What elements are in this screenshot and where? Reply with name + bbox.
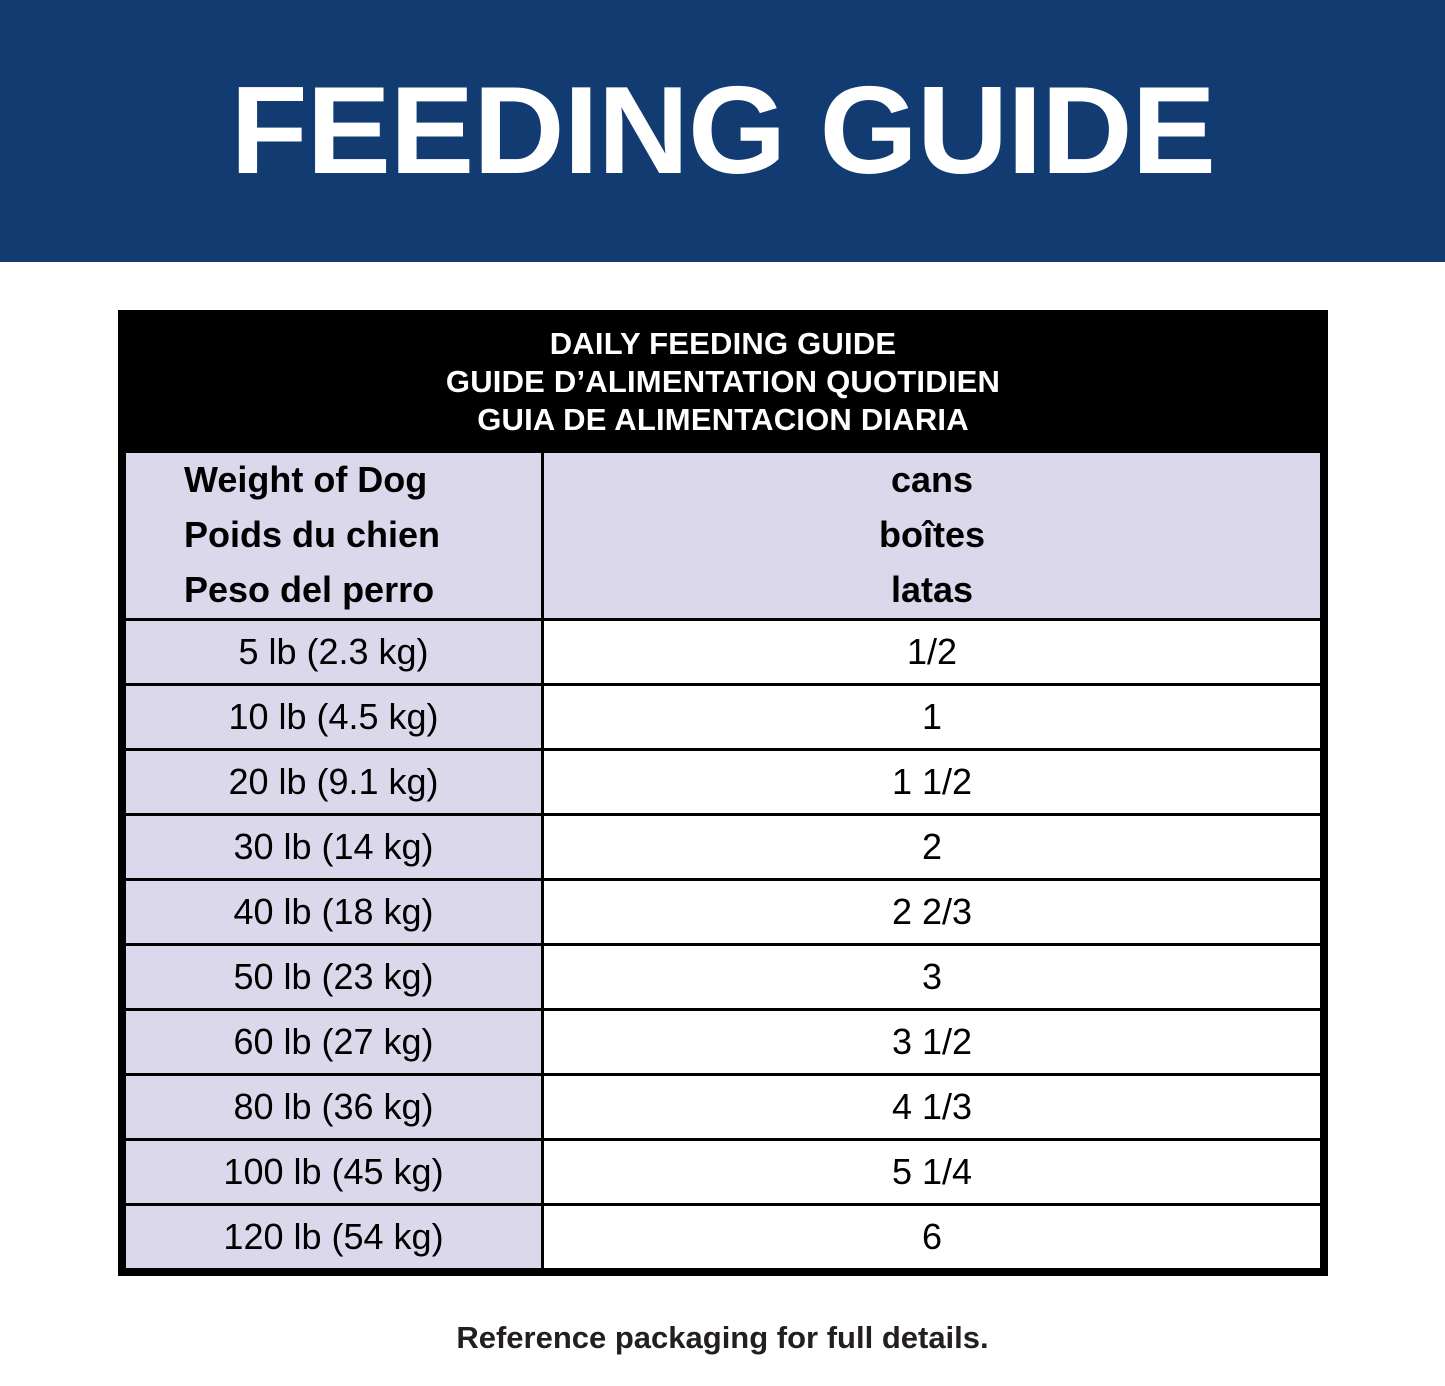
column-header-amount-fr: boîtes <box>878 514 985 556</box>
column-header-weight-en: Weight of Dog <box>184 459 428 501</box>
table-row <box>125 749 1322 814</box>
cell-weight: 20 lb (9.1 kg) <box>125 749 543 814</box>
cell-amount: 6 <box>543 1204 1322 1269</box>
table-header-line-es: GUIA DE ALIMENTACION DIARIA <box>477 401 969 437</box>
table-row <box>125 1204 1322 1269</box>
column-header-amount <box>543 452 1322 619</box>
guide-table <box>123 450 1323 1270</box>
table-row <box>125 1074 1322 1139</box>
cell-weight: 5 lb (2.3 kg) <box>125 619 543 684</box>
table-row <box>125 684 1322 749</box>
cell-amount: 3 <box>543 944 1322 1009</box>
cell-amount: 1 <box>543 684 1322 749</box>
table-header-block <box>123 315 1323 450</box>
cell-amount: 2 <box>543 814 1322 879</box>
cell-amount: 3 1/2 <box>543 1009 1322 1074</box>
cell-weight: 40 lb (18 kg) <box>125 879 543 944</box>
table-header-line-fr: GUIDE D’ALIMENTATION QUOTIDIEN <box>445 363 1001 399</box>
cell-amount: 2 2/3 <box>543 879 1322 944</box>
page-title: FEEDING GUIDE <box>230 62 1215 200</box>
cell-weight: 50 lb (23 kg) <box>125 944 543 1009</box>
cell-amount: 1/2 <box>543 619 1322 684</box>
column-header-weight <box>125 452 543 619</box>
cell-amount: 5 1/4 <box>543 1139 1322 1204</box>
table-row <box>125 944 1322 1009</box>
column-header-weight-fr: Poids du chien <box>184 514 441 556</box>
feeding-guide-table <box>118 310 1328 1276</box>
column-header-weight-es: Peso del perro <box>184 568 435 610</box>
column-header-amount-en: cans <box>890 459 974 501</box>
table-row <box>125 814 1322 879</box>
header-banner <box>0 0 1445 262</box>
table-row <box>125 1009 1322 1074</box>
cell-weight: 120 lb (54 kg) <box>125 1204 543 1269</box>
table-row <box>125 619 1322 684</box>
cell-weight: 10 lb (4.5 kg) <box>125 684 543 749</box>
cell-weight: 80 lb (36 kg) <box>125 1074 543 1139</box>
cell-weight: 60 lb (27 kg) <box>125 1009 543 1074</box>
cell-weight: 30 lb (14 kg) <box>125 814 543 879</box>
footnote-text: Reference packaging for full details. <box>456 1320 989 1355</box>
table-row <box>125 879 1322 944</box>
column-header-amount-es: latas <box>890 568 974 610</box>
table-column-header-row <box>125 452 1322 619</box>
cell-amount: 4 1/3 <box>543 1074 1322 1139</box>
table-row <box>125 1139 1322 1204</box>
cell-weight: 100 lb (45 kg) <box>125 1139 543 1204</box>
table-header-line-en: DAILY FEEDING GUIDE <box>549 326 897 361</box>
cell-amount: 1 1/2 <box>543 749 1322 814</box>
